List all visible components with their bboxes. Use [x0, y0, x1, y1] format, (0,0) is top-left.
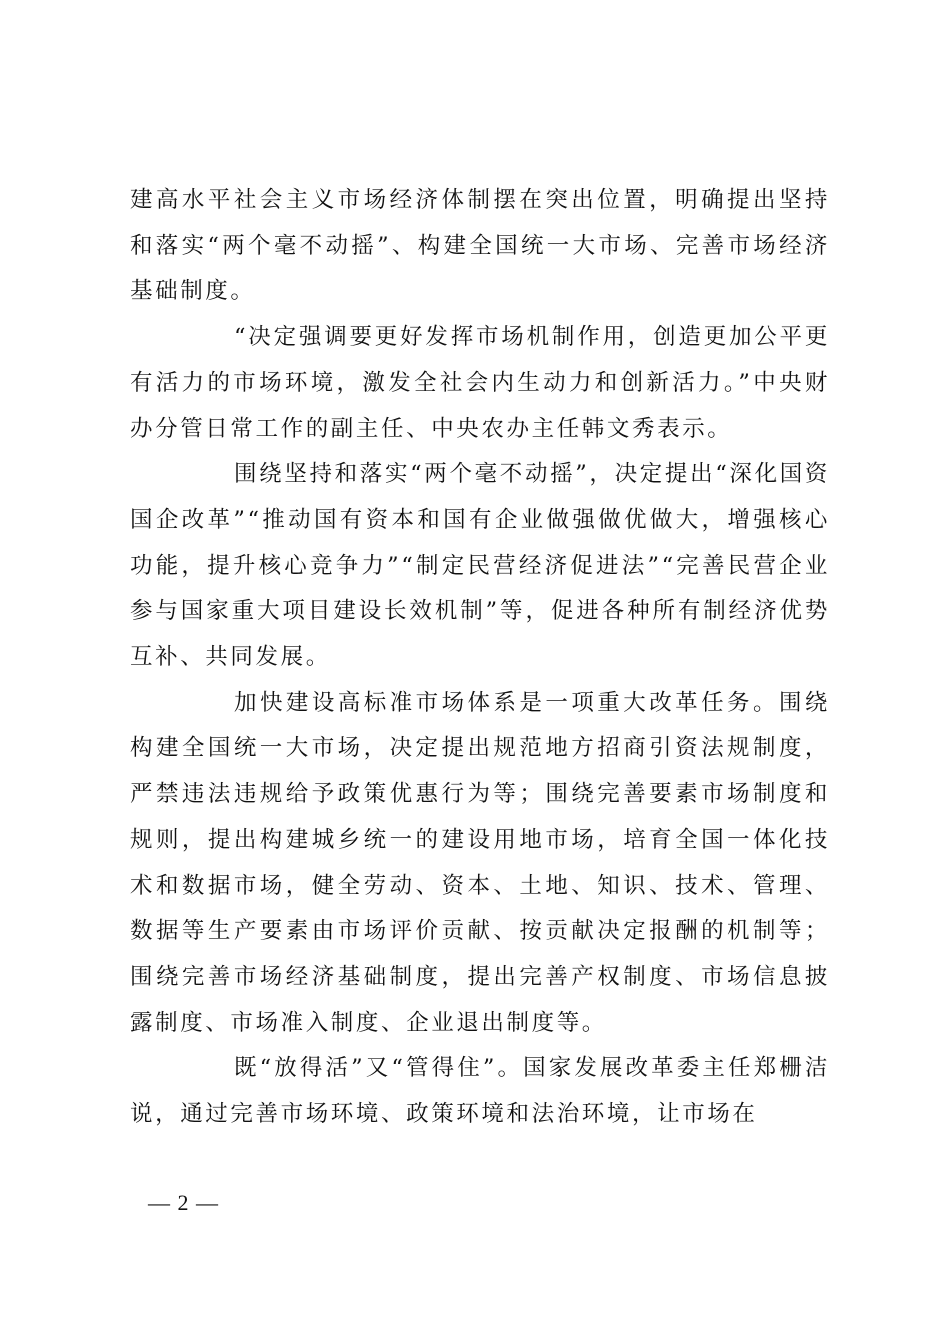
document-body [130, 178, 830, 1138]
paragraph: “决定强调要更好发挥市场机制作用，创造更加公平更有活力的市场环境，激发全社会内生动力和创新活力。”中央财办分管日常工作的副主任、中央农办主任韩文秀表示。 [130, 324, 830, 442]
paragraph: 加快建设高标准市场体系是一项重大改革任务。围绕构建全国统一大市场，决定提出规范地方招商引资法规制度，严禁违法违规给予政策优惠行为等；围绕完善要素市场制度和规则，提出构建城乡统一的建设用地市场，培育全国一体化技术和数据市场，健全劳动、资本、土地、知识、技术、管理、数据等生产要素由市场评价贡献、按贡献决定报酬的机制等；围绕完善市场经济基础制度，提出完善产权制度、市场信息披露制度、市场准入制度、企业退出制度等。 [130, 689, 830, 1036]
page-number: — 2 — [148, 1190, 219, 1215]
paragraph: 既“放得活”又“管得住”。国家发展改革委主任郑栅洁说，通过完善市场环境、政策环境和法治环境，让市场在 [130, 1055, 830, 1128]
paragraph-continuation: 建高水平社会主义市场经济体制摆在突出位置，明确提出坚持和落实“两个毫不动摇”、构建全国统一大市场、完善市场经济基础制度。 [130, 187, 830, 305]
paragraph: 围绕坚持和落实“两个毫不动摇”，决定提出“深化国资国企改革”“推动国有资本和国有企业做强做优做大，增强核心功能，提升核心竞争力”“制定民营经济促进法”“完善民营企业参与国家重大项目建设长效机制”等，促进各种所有制经济优势互补、共同发展。 [130, 461, 830, 671]
